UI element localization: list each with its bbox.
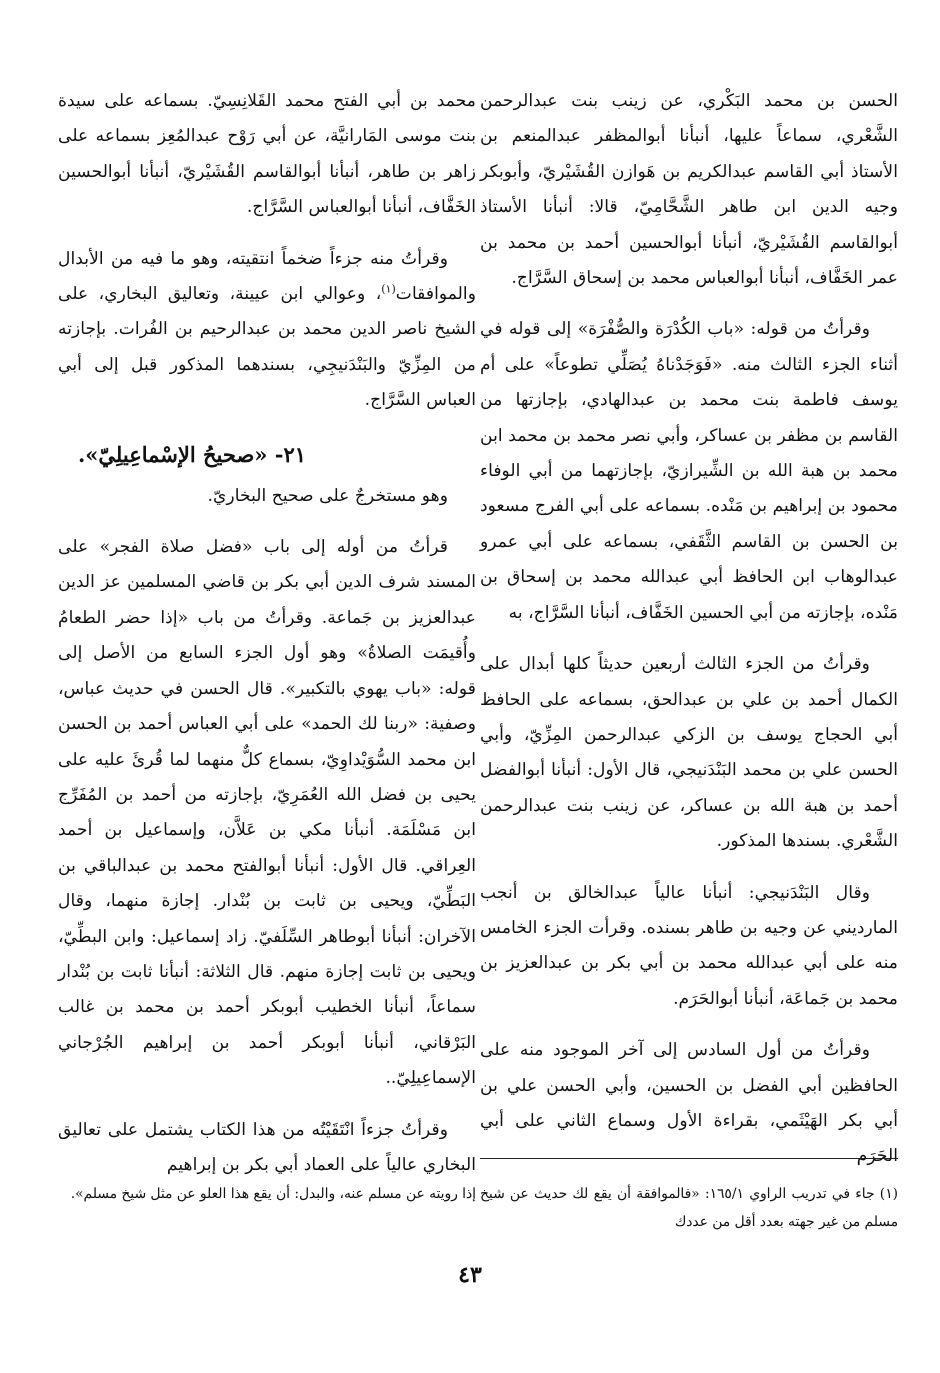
- footnote-left: إذا رويته عن مسلم عنه، والبدل: أن يقع هذا العلو عن مثل شيخ مسلم».: [70, 1186, 476, 1202]
- page-number: ٤٣: [458, 1262, 482, 1288]
- footnote-right: (١) جاء في تدريب الراوي ١٦٥/١: «فالموافقة أن يقع لك حديث عن شيخ مسلم من غير جهته بعدد أقل من عددك: [480, 1186, 899, 1230]
- paragraph-with-note: [58, 242, 476, 419]
- right-text-column: [480, 84, 898, 1167]
- footnote-divider: [480, 1158, 898, 1159]
- paragraph: الحسن بن محمد البَكْري، عن زينب بنت عبدالرحمن الشَّعْري، سماعاً عليها، أنبأنا أبوالمظفر عبدالمنعم بن الأستاذ أبي القاسم عبدالكريم بن هَوازن القُشَيْريّ، وأبوبكر وجيه الدين ابن طاهر الشَّحَّامِيّ، قالا: أنبأنا الأستاذ أبوالقاسم القُشَيْريّ، أنبأنا أبوالحسين أحمد بن محمد بن عمر الخَفَّاف، أنبأنا أبوالعباس محمد بن إسحاق السَّرَّاج.: [480, 91, 898, 289]
- paragraph-text: وقرأتُ منه جزءاً ضخماً انتقيته، وهو ما فيه من الأبدال والموافقات: [58, 248, 476, 305]
- paragraph: وقرأتُ من الجزء الثالث أربعين حديثاً كلها أبدال على الكمال أحمد بن علي بن عبدالحق، بسماعه على الحافظ أبي الحجاج يوسف بن الزكي عبدالرحمن المِزِّيّ، وأبي الحسن علي بن محمد البَنْدَنيجي، قال الأول: أنبأنا أبوالفضل أحمد بن هبة الله بن عساكر، عن زينب بنت عبدالرحمن الشَّعْري. بسندها المذكور.: [480, 654, 898, 852]
- paragraph: وقرأتُ من أول السادس إلى آخر الموجود منه على الحافظين أبي الفضل بن الحسين، وأبي الحسن علي بن أبي بكر الهَيْثَمي، بقراءة الأول وسماع الثاني على أبي الحَرَم: [480, 1040, 898, 1167]
- section-heading: ٢١- «صحيحُ الإسْماعِيلِيّ».: [77, 441, 306, 467]
- paragraph: وقرأتُ جزءاً انْتَقَيْتُه من هذا الكتاب يشتمل على تعاليق البخاري عالياً على العماد أبي بكر بن إبراهيم: [58, 1119, 476, 1175]
- footnote-marker: (١): [381, 282, 396, 296]
- paragraph: وهو مستخرجٌ على صحيح البخاريّ.: [207, 485, 448, 506]
- paragraph: وقرأتُ من قوله: «باب الكُدْرَة والصُّفْرَة» إلى قوله في أثناء الجزء الثالث منه. «فَوَجَدْناهُ يُصَلِّي تطوعاً» على أم يوسف فاطمة بنت محمد بن عبدالهادي، بإجازتها من القاسم بن مظفر بن عساكر، وأبي نصر محمد بن محمد ابن محمد بن هبة الله بن الشِّيرازيّ، بإجازتهما من أبي الوفاء محمود بن إبراهيم بن مَنْده. بسماعه على أبي الفرج مسعود بن الحسن بن القاسم الثَّقَفي، بسماعه على أبي عمرو عبدالوهاب ابن الحافظ أبي عبدالله محمد بن إسحاق بن مَنْده، بإجازته من أبي الحسين الخَفَّاف، أنبأنا السَّرَّاج، به: [480, 319, 898, 623]
- left-text-column: [58, 84, 476, 1175]
- paragraph: قرأتُ من أوله إلى باب «فضل صلاة الفجر» على المسند شرف الدين أبي بكر بن قاضي المسلمين عز الدين عبدالعزيز بن جَماعة. وقرأتُ من باب «إذا حضر الطعامُ وأُقيمَت الصلاةُ» وهو أول الجزء السابع من الأصل إلى قوله: «باب يهوي بالتكبير». قال الحسن في حديث عباس، وصفية: «ربنا لك الحمد» على أبي العباس أحمد بن الحسن ابن محمد السُّوَيْداوِيّ، بسماع كلٌّ منهما لما قُرئَ عليه على يحيى بن فضل الله العُمَرِيّ، بإجازته من أحمد بن المُفَرِّج ابن مَسْلَمَة. أنبأنا مكي بن عَلاَّن، وإسماعيل بن أحمد العِراقي. قال الأول: أنبأنا أبوالفتح محمد بن عبدالباقي بن البَطِّيّ، ويحيى بن ثابت بن بُنْدار. إجازة منهما، وقال الآخران: أنبأنا أبوطاهر السِّلَفيّ. زاد إسماعيل: وابن البطِّيّ، ويحيى بن ثابت إجازة منهم. قال الثلاثة: أنبأنا ثابت بن بُنْدار سماعاً، أنبأنا الخطيب أبوبكر أحمد بن محمد بن غالب البَرْقاني، أنبأنا أبوبكر أحمد بن إبراهيم الجُرْجاني الإسماعِيلِيّ..: [58, 537, 476, 1089]
- paragraph-text: ، وعوالي ابن عيينة، وتعاليق البخاري، على الشيخ ناصر الدين محمد بن عبدالرحيم بن الفُرات. بإجازته من المِزِّيّ والبَنْدَنيجِي، بسندهما المذكور قبل إلى أبي العباس السَّرَّاج.: [58, 284, 476, 411]
- paragraph: محمد بن أبي الفتح محمد القَلانِسِيّ. بسماعه على سيدة بنت موسى المَارانيَّة، عن أبي رَوْح عبدالمُعِز بسماعه على زاهر بن طاهر، أنبأنا أبوالقاسم القُشَيْريّ، أنبأنا أبوالحسين الخَفَّاف، أنبأنا أبوالعباس السَّرَّاج.: [58, 91, 476, 218]
- paragraph: وقال البَنْدَنيجي: أنبأنا عالياً عبدالخالق بن أنجب المارديني عن وجيه بن طاهر بسنده. وقرأت الجزء الخامس منه على أبي عبدالله محمد بن أبي بكر بن عبدالعزيز بن محمد بن جَماعَة، أنبأنا أبوالحَرَم.: [480, 882, 898, 1009]
